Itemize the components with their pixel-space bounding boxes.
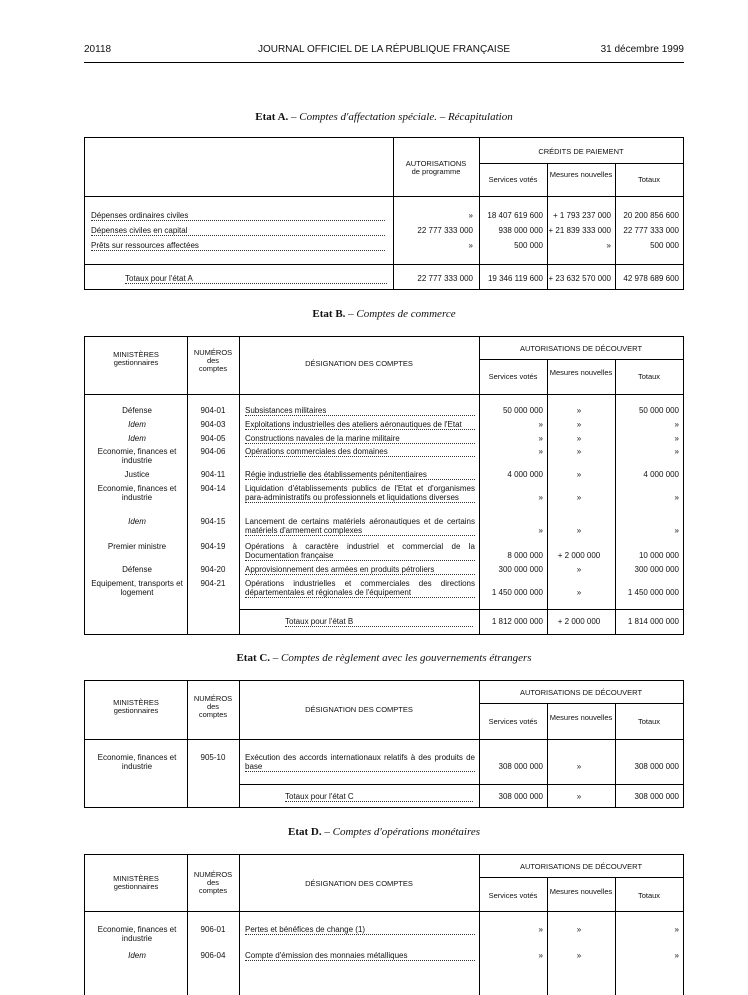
row-tot: 308 000 000 (634, 762, 679, 771)
row-mn: » (576, 470, 582, 479)
row-tot: 22 777 333 000 (623, 226, 679, 235)
row-numero: 904-06 (200, 447, 226, 456)
col-sv: Services votés (488, 372, 538, 381)
row-designation: Approvisionnement des armées en produits pétroliers (245, 565, 475, 575)
row-mn: » (576, 925, 582, 934)
row-sv: » (538, 526, 543, 535)
row-designation: Constructions navales de la marine militaire (245, 434, 475, 444)
col-tot: Totaux (637, 717, 661, 726)
total-tot: 308 000 000 (634, 792, 679, 801)
row-numero: 904-20 (200, 565, 226, 574)
page-header (84, 44, 684, 60)
row-numero: 905-10 (200, 753, 226, 762)
row-ministere: Justice (124, 470, 150, 479)
col-auth: AUTORISATIONS de programme (405, 159, 467, 176)
row-tot: » (674, 434, 679, 443)
etat-a-title: Etat A. – Comptes d'affectation spéciale. – Récapitulation (255, 111, 513, 123)
row-mn: » (576, 762, 582, 771)
row-numero: 904-14 (200, 484, 226, 493)
row-numero: 904-21 (200, 579, 226, 588)
row-ministere: Idem (128, 420, 146, 429)
row-mn: » (576, 493, 582, 502)
row-sv: 8 000 000 (507, 551, 543, 560)
etat-d-title: Etat D. – Comptes d'opérations monétaires (288, 826, 480, 838)
total-label: Totaux pour l'état B (285, 617, 473, 627)
row-sv: 938 000 000 (498, 226, 543, 235)
row-label: Prêts sur ressources affectées (91, 241, 385, 251)
etat-b-table (84, 336, 684, 635)
row-auth: » (468, 241, 473, 250)
row-mn: » (576, 951, 582, 960)
row-ministere: Défense (122, 406, 152, 415)
col-min: MINISTÈRES gestionnaires (113, 350, 159, 367)
row-designation: Exécution des accords internationaux relatifs à des produits de base (245, 753, 475, 771)
row-mn: » (606, 241, 611, 250)
row-sv: » (538, 493, 543, 502)
row-sv: » (538, 447, 543, 456)
col-aut: AUTORISATIONS DE DÉCOUVERT (519, 688, 643, 697)
row-ministere: Idem (128, 434, 146, 443)
col-sv: Services votés (488, 891, 538, 900)
etat-d-table (84, 854, 684, 995)
row-sv: » (538, 420, 543, 429)
row-tot: » (674, 526, 679, 535)
etat-a-table (84, 137, 684, 290)
row-sv: » (538, 925, 543, 934)
row-ministere: Economie, finances et industrie (97, 447, 177, 465)
row-ministere: Idem (128, 951, 146, 960)
row-designation: Régie industrielle des établissements pénitentiaires (245, 470, 475, 480)
row-designation: Opérations commerciales des domaines (245, 447, 475, 457)
row-ministere: Idem (128, 517, 146, 526)
row-numero: 904-03 (200, 420, 226, 429)
page-number: 20118 (84, 44, 112, 55)
row-sv: 50 000 000 (502, 406, 543, 415)
col-sv: Services votés (488, 175, 538, 184)
row-ministere: Equipement, transports et logement (91, 579, 183, 597)
row-designation: Opérations industrielles et commerciales des directions départementales et régionales de l'équipement (245, 579, 475, 597)
row-sv: 4 000 000 (507, 470, 543, 479)
row-sv: 1 450 000 000 (491, 588, 543, 597)
total-tot: 42 978 689 600 (623, 274, 679, 283)
col-des: DÉSIGNATION DES COMPTES (305, 359, 413, 368)
row-sv: » (538, 434, 543, 443)
etat-c-table (84, 680, 684, 808)
row-tot: 500 000 (650, 241, 679, 250)
col-aut: AUTORISATIONS DE DÉCOUVERT (519, 862, 643, 871)
issue-date: 31 décembre 1999 (600, 44, 684, 55)
row-designation: Opérations à caractère industriel et commercial de la Documentation française (245, 542, 475, 560)
row-sv: 308 000 000 (498, 762, 543, 771)
row-tot: » (674, 925, 679, 934)
row-label: Dépenses civiles en capital (91, 226, 385, 236)
row-mn: + 1 793 237 000 (552, 211, 611, 220)
col-min: MINISTÈRES gestionnaires (113, 874, 159, 891)
row-tot: 20 200 856 600 (623, 211, 679, 220)
col-mn: Mesures nouvelles (549, 170, 613, 179)
col-mn: Mesures nouvelles (549, 887, 613, 896)
row-numero: 906-01 (200, 925, 226, 934)
header-rule (84, 62, 684, 63)
row-sv: 300 000 000 (498, 565, 543, 574)
row-mn: » (576, 447, 582, 456)
col-des: DÉSIGNATION DES COMPTES (305, 705, 413, 714)
total-mn: + 23 632 570 000 (548, 274, 611, 283)
total-auth: 22 777 333 000 (417, 274, 473, 283)
col-tot: Totaux (637, 372, 661, 381)
row-tot: 1 450 000 000 (627, 588, 679, 597)
col-des: DÉSIGNATION DES COMPTES (305, 879, 413, 888)
col-sv: Services votés (488, 717, 538, 726)
row-ministere: Economie, finances et industrie (97, 484, 177, 502)
row-label: Dépenses ordinaires civiles (91, 211, 385, 221)
row-designation: Lancement de certains matériels aéronautiques et de certains matériels d'armement complexes (245, 517, 475, 535)
row-ministere: Défense (122, 565, 152, 574)
row-mn: » (576, 406, 582, 415)
row-tot: 4 000 000 (643, 470, 679, 479)
row-ministere: Economie, finances et industrie (97, 925, 177, 943)
row-numero: 904-11 (200, 470, 226, 479)
total-sv: 1 812 000 000 (491, 617, 543, 626)
row-tot: » (674, 493, 679, 502)
row-mn: » (576, 565, 582, 574)
row-tot: 10 000 000 (638, 551, 679, 560)
row-auth: » (468, 211, 473, 220)
row-sv: 18 407 619 600 (487, 211, 543, 220)
col-mn: Mesures nouvelles (549, 368, 613, 377)
journal-title: JOURNAL OFFICIEL DE LA RÉPUBLIQUE FRANÇAISE (257, 44, 511, 55)
row-numero: 904-01 (200, 406, 226, 415)
row-ministere: Premier ministre (107, 542, 167, 551)
total-label: Totaux pour l'état A (125, 274, 387, 284)
etat-b-title: Etat B. – Comptes de commerce (312, 308, 456, 320)
row-sv: 500 000 (514, 241, 543, 250)
total-sv: 308 000 000 (498, 792, 543, 801)
total-mn: + 2 000 000 (557, 617, 601, 626)
row-numero: 904-05 (200, 434, 226, 443)
row-designation: Compte d'émission des monnaies métalliques (245, 951, 475, 961)
total-tot: 1 814 000 000 (627, 617, 679, 626)
col-tot: Totaux (637, 891, 661, 900)
row-designation: Liquidation d'établissements publics de l'Etat et d'organismes para-administratifs ou professionnels et liquidations diverses (245, 484, 475, 502)
row-designation: Pertes et bénéfices de change (1) (245, 925, 475, 935)
col-num: NUMÉROS des comptes (193, 348, 233, 373)
row-numero: 904-19 (200, 542, 226, 551)
row-tot: » (674, 420, 679, 429)
row-sv: » (538, 951, 543, 960)
row-mn: » (576, 588, 582, 597)
col-aut: AUTORISATIONS DE DÉCOUVERT (519, 344, 643, 353)
row-tot: » (674, 951, 679, 960)
row-tot: 50 000 000 (638, 406, 679, 415)
row-ministere: Economie, finances et industrie (97, 753, 177, 771)
row-designation: Subsistances militaires (245, 406, 475, 416)
total-sv: 19 346 119 600 (487, 274, 543, 283)
col-mn: Mesures nouvelles (549, 713, 613, 722)
row-tot: » (674, 447, 679, 456)
etat-c-title: Etat C. – Comptes de règlement avec les gouvernements étrangers (236, 652, 532, 664)
total-mn: » (576, 792, 582, 801)
row-numero: 906-04 (200, 951, 226, 960)
total-label: Totaux pour l'état C (285, 792, 473, 802)
col-min: MINISTÈRES gestionnaires (113, 698, 159, 715)
row-auth: 22 777 333 000 (417, 226, 473, 235)
row-mn: + 21 839 333 000 (548, 226, 611, 235)
row-tot: 300 000 000 (634, 565, 679, 574)
row-mn: » (576, 434, 582, 443)
row-numero: 904-15 (200, 517, 226, 526)
row-mn: + 2 000 000 (557, 551, 601, 560)
row-designation: Exploitations industrielles des ateliers aéronautiques de l'Etat (245, 420, 475, 430)
col-num: NUMÉROS des comptes (193, 870, 233, 895)
row-mn: » (576, 526, 582, 535)
col-credits: CRÉDITS DE PAIEMENT (538, 147, 624, 156)
col-num: NUMÉROS des comptes (193, 694, 233, 719)
col-tot: Totaux (637, 175, 661, 184)
row-mn: » (576, 420, 582, 429)
